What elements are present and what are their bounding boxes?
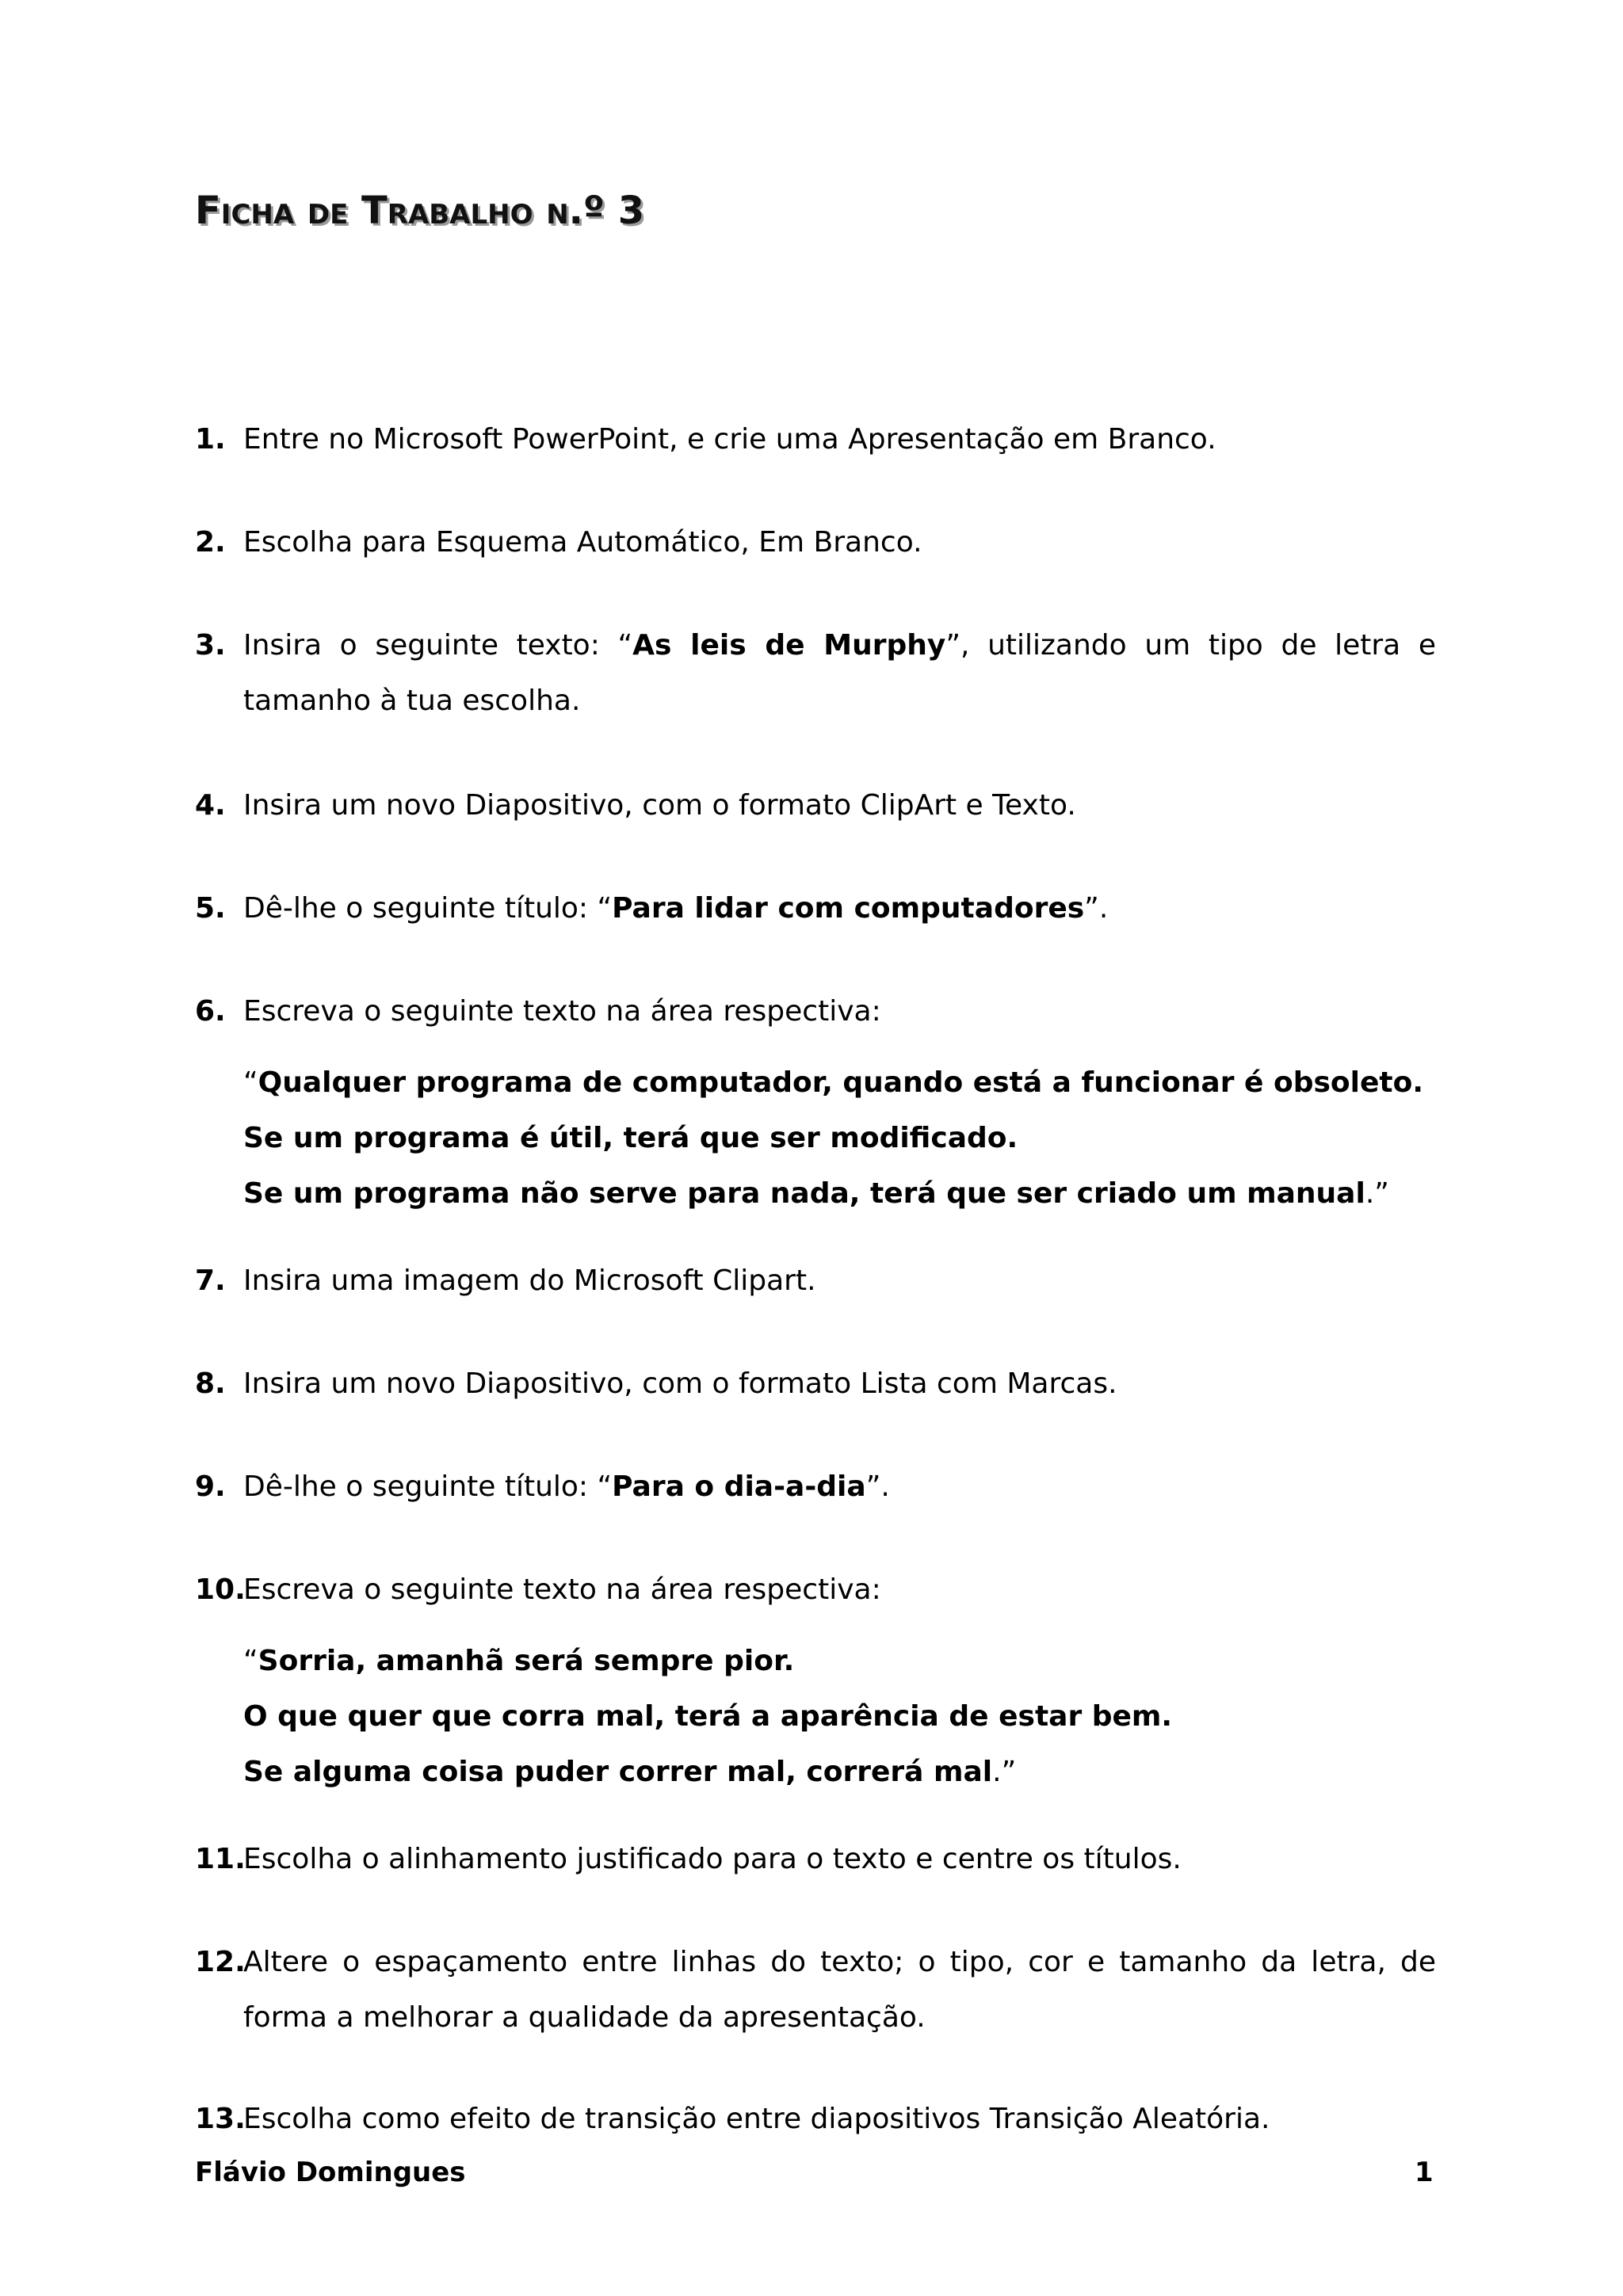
list-item <box>195 1356 1436 1412</box>
list-item <box>195 881 1436 936</box>
item-text: Escolha o alinhamento justificado para o texto e centre os títulos. <box>243 1843 1182 1875</box>
item-text: Escreva o seguinte texto na área respectiva: <box>243 1573 881 1606</box>
page-title: Ficha de Trabalho n.º 3 <box>195 189 645 233</box>
list-item <box>195 1459 1436 1515</box>
quote-block <box>243 1055 1432 1222</box>
list-item <box>195 1935 1436 2046</box>
item-text: Insira uma imagem do Microsoft Clipart. <box>243 1264 816 1297</box>
item-text: Escolha para Esquema Automático, Em Branco. <box>243 526 922 559</box>
item-number: 5. <box>195 892 226 925</box>
item-text: Altere o espaçamento entre linhas do texto; o tipo, cor e tamanho da letra, de forma a melhorar a qualidade da apresentação. <box>243 1946 1436 2034</box>
item-text: Escolha como efeito de transição entre diapositivos Transição Aleatória. <box>243 2103 1270 2135</box>
quote-line: O que quer que corra mal, terá a aparência de estar bem. <box>243 1700 1173 1733</box>
list-item <box>195 618 1436 729</box>
item-number: 1. <box>195 423 226 456</box>
page-number: 1 <box>1415 2157 1434 2188</box>
item-number: 12. <box>195 1946 246 1978</box>
list-item <box>195 984 1436 1039</box>
item-number: 11. <box>195 1843 246 1875</box>
quote-line: “Sorria, amanhã será sempre pior. <box>243 1645 795 1677</box>
list-item <box>195 412 1436 467</box>
item-number: 13. <box>195 2103 246 2135</box>
item-text: Entre no Microsoft PowerPoint, e crie uma Apresentação em Branco. <box>243 423 1216 456</box>
footer-author: Flávio Domingues <box>195 2157 466 2188</box>
list-item <box>195 2092 1436 2147</box>
item-number: 3. <box>195 629 226 662</box>
item-text: Escreva o seguinte texto na área respectiva: <box>243 995 881 1028</box>
item-number: 2. <box>195 526 226 559</box>
quote-line: Se alguma coisa puder correr mal, correrá mal.” <box>243 1756 1017 1788</box>
list-item <box>195 1253 1436 1309</box>
quote-line: Se um programa é útil, terá que ser modificado. <box>243 1122 1018 1154</box>
item-text: Dê-lhe o seguinte título: “Para o dia-a-dia”. <box>243 1470 890 1503</box>
emphasis-text: As leis de Murphy <box>632 629 946 662</box>
item-number: 6. <box>195 995 226 1028</box>
emphasis-text: Para lidar com computadores <box>612 892 1085 925</box>
quote-line: “Qualquer programa de computador, quando está a funcionar é obsoleto. <box>243 1066 1423 1099</box>
item-number: 8. <box>195 1367 226 1400</box>
item-number: 7. <box>195 1264 226 1297</box>
item-text: Dê-lhe o seguinte título: “Para lidar com computadores”. <box>243 892 1109 925</box>
list-item <box>195 515 1436 570</box>
item-text: Insira um novo Diapositivo, com o formato ClipArt e Texto. <box>243 789 1076 822</box>
quote-line: Se um programa não serve para nada, terá que ser criado um manual.” <box>243 1177 1389 1210</box>
list-item <box>195 778 1436 833</box>
item-text: Insira um novo Diapositivo, com o formato Lista com Marcas. <box>243 1367 1117 1400</box>
list-item <box>195 1832 1436 1887</box>
item-text: Insira o seguinte texto: “As leis de Murphy”, utilizando um tipo de letra e tamanho à tua escolha. <box>243 629 1437 717</box>
item-number: 10. <box>195 1573 246 1606</box>
emphasis-text: Para o dia-a-dia <box>612 1470 866 1503</box>
item-number: 9. <box>195 1470 226 1503</box>
item-number: 4. <box>195 789 226 822</box>
quote-block <box>243 1634 1432 1800</box>
list-item <box>195 1562 1436 1618</box>
